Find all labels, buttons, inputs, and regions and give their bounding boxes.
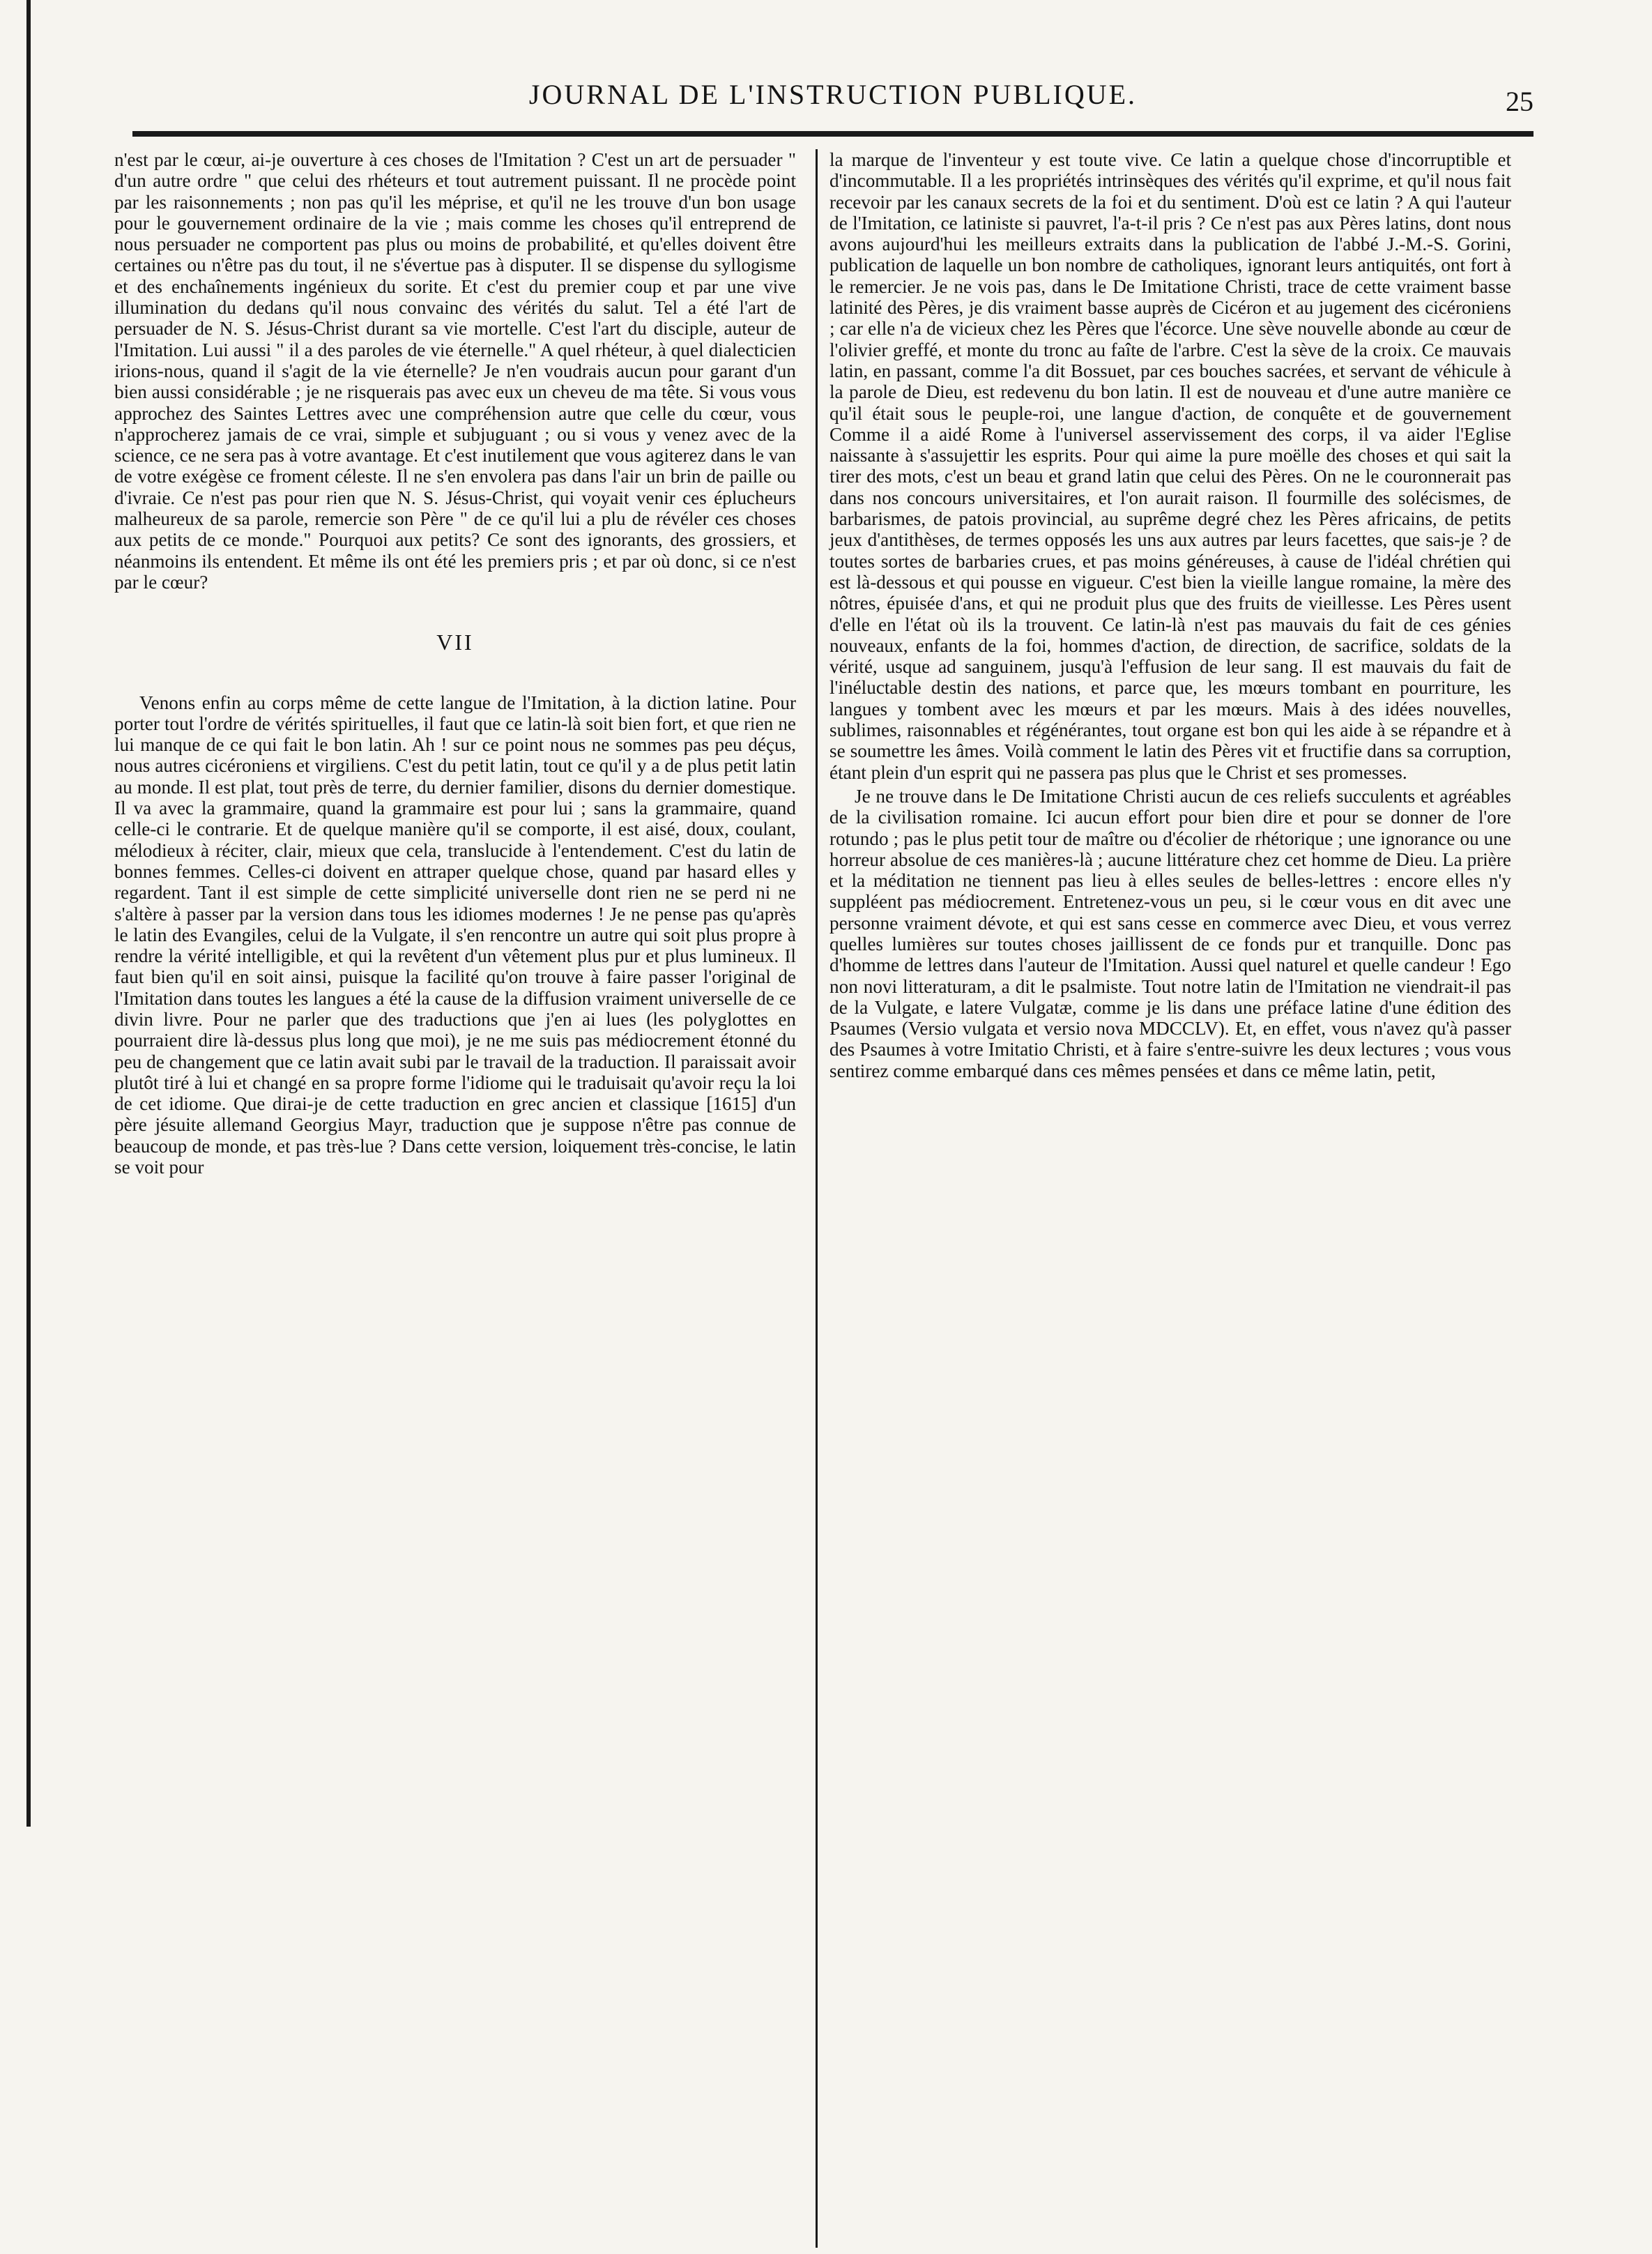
- right-column: [829, 149, 1511, 1084]
- column-divider: [816, 149, 818, 2248]
- journal-title: JOURNAL DE L'INSTRUCTION PUBLIQUE.: [528, 79, 1138, 110]
- binding-edge-rule: [26, 0, 31, 1827]
- header-rule: [132, 131, 1534, 137]
- right-paragraph-2: Je ne trouve dans le De Imitatione Christi aucun de ces reliefs succulents et agréables de la civilisation romaine. Ici aucun effort pour bien dire et pour se donner de l'ore rotundo ; pas le plus petit tour de maître ou d'écolier de rhétorique ; une ignorance ou une horreur absolue de ces manières-là ; aucune littérature chez cet homme de Dieu. La prière et la méditation ne tiennent pas lieu à elles seules de belles-lettres : encore elles n'y suppléent pas médiocrement. Entretenez-vous un peu, si le cœur vous en dit avec une personne vraiment dévote, et qui est sans cesse en commerce avec Dieu, et vous verrez quelles lumières sur toutes choses jaillissent de ce fonds pur et tranquille. Donc pas d'homme de lettres dans l'auteur de l'Imitation. Aussi quel naturel et quelle candeur ! Ego non novi litteraturam, a dit le psalmiste. Tout notre latin de l'Imitation ne viendrait-il pas de la Vulgate, e latere Vulgatæ, comme je lis dans une préface latine d'une édition des Psaumes (Versio vulgata et versio nova MDCCLV). Et, en effet, vous n'avez qu'à passer des Psaumes à votre Imitatio Christi, et à faire s'entre-suivre les deux lectures ; vous vous sentirez comme embarqué dans ces mêmes pensées et dans ce même latin, petit,: [829, 785, 1511, 1081]
- section-heading: VII: [436, 630, 474, 655]
- left-paragraph-2: Venons enfin au corps même de cette langue de l'Imitation, à la diction latine. Pour porter tout l'ordre de vérités spirituelles, il faut que ce latin-là soit bien fort, et que rien ne lui manque de ce qui fait le bon latin. Ah ! sur ce point nous ne sommes pas peu déçus, nous autres cicéroniens et virgiliens. C'est du petit latin, tout ce qu'il y a de plus petit latin au monde. Il est plat, tout près de terre, du dernier familier, disons du dernier domestique. Il va avec la grammaire, quand la grammaire est pour lui ; sans la grammaire, quand celle-ci le contrarie. Et de quelque manière qu'il se comporte, il est aisé, doux, coulant, mélodieux à réciter, clair, mieux que cela, translucide à l'entendement. C'est du latin de bonnes femmes. Celles-ci doivent en attraper quelque chose, quand par hasard elles y regardent. Tant il est simple de cette simplicité universelle dont rien ne se perd ni ne s'altère à passer par la version dans tous les idiomes modernes ! Je ne pense pas qu'après le latin des Evangiles, celui de la Vulgate, il s'en rencontre un autre qui soit plus propre à rendre la vérité intelligible, et qui la revêtent d'un vêtement plus pur et plus lumineux. Il faut bien qu'il en soit ainsi, puisque la facilité qu'on trouve à faire passer l'original de l'Imitation dans toutes les langues a été la cause de la diffusion vraiment universelle de ce divin livre. Pour ne parler que des traductions que j'en ai lues (les polyglottes en pourraient dire là-dessus plus long que moi), je ne me suis pas médiocrement étonné du peu de changement que ce latin avait subi par le travail de la traduction. Il paraissait avoir plutôt tiré à lui et changé en sa propre forme l'idiome qui le traduisait qu'avoir reçu la loi de cet idiome. Que dirai-je de cette traduction en grec ancien et classique [1615] d'un père jésuite allemand Georgius Mayr, traduction que je suppose n'être pas connue de beaucoup de monde, et pas très-lue ? Dans cette version, loiquement très-concise, le latin se voit pour: [114, 692, 796, 1178]
- left-column: [114, 149, 796, 1180]
- page-header: [132, 70, 1534, 125]
- left-paragraph-1: n'est par le cœur, ai-je ouverture à ces choses de l'Imitation ? C'est un art de persuader " d'un autre ordre " que celui des rhéteurs et tout autrement puissant. Il ne procède point par les raisonnements ; non pas qu'il les méprise, et qu'il ne les trouve d'un bon usage pour le gouvernement ordinaire de la vie ; mais comme les choses qu'il entreprend de nous persuader ne comportent pas plus ou moins de probabilité, et qu'elles doivent être certaines ou n'être pas du tout, il ne s'évertue pas à disputer. Il se dispense du syllogisme et des enchaînements ingénieux du sorite. Et c'est du premier coup et par une vive illumination du dedans qu'il nous convainc des vérités du salut. Tel a été l'art de persuader de N. S. Jésus-Christ durant sa vie mortelle. C'est l'art du disciple, auteur de l'Imitation. Lui aussi " il a des paroles de vie éternelle." A quel rhéteur, à quel dialecticien irions-nous, quand il s'agit de la vie éternelle? Je n'en voudrais aucun pour garant d'un bien aussi considérable ; je ne risquerais pas avec eux un cheveu de ma tête. Si vous vous approchez des Saintes Lettres avec une compréhension autre que celle du cœur, vous n'approcherez jamais de ce vrai, simple et subjuguant ; ou si vous y venez avec de la science, ce ne sera pas à votre avantage. Et c'est inutilement que vous agiterez dans le van de votre exégèse ce froment céleste. Il ne s'en envolera pas dans l'air un brin de paille ou d'ivraie. Ce n'est pas pour rien que N. S. Jésus-Christ, qui voyait venir ces éplucheurs malheureux de sa parole, remercie son Père " de ce qu'il lui a plu de révéler ces choses aux petits de ce monde." Pourquoi aux petits? Ce sont des ignorants, des grossiers, et néanmoins ils entendent. Et même ils ont été les premiers pris ; et par où donc, si ce n'est par le cœur?: [114, 149, 796, 593]
- right-paragraph-1: la marque de l'inventeur y est toute vive. Ce latin a quelque chose d'incorruptible et d'incommutable. Il a les propriétés intrinsèques des vérités qu'il exprime, et qu'il nous fait recevoir par les canaux secrets de la foi et du sentiment. D'où est ce latin ? A qui l'auteur de l'Imitation, ce latiniste si pauvret, l'a-t-il pris ? Ce n'est pas aux Pères latins, dont nous avons aujourd'hui les meilleurs extraits dans la publication de l'abbé J.-M.-S. Gorini, publication de laquelle un bon nombre de catholiques, ignorant leurs antiquités, ont fort à le remercier. Je ne vois pas, dans le De Imitatione Christi, trace de cette vraiment basse latinité des Pères, je dis vraiment basse auprès de Cicéron et au jugement des cicéroniens ; car elle n'a de vicieux chez les Pères que l'écorce. Une sève nouvelle abonde au cœur de l'olivier greffé, et monte du tronc au faîte de l'arbre. C'est la sève de la croix. Ce mauvais latin, en passant, comme l'a dit Bossuet, par ces bouches sacrées, et servant de véhicule à la parole de Dieu, est redevenu du bon latin. Il est de nouveau et d'une autre manière ce qu'il était sous le peuple-roi, une langue d'action, de conquête et de gouvernement Comme il a aidé Rome à l'universel asservissement des corps, il va aider l'Eglise naissante à s'assujettir les esprits. Pour qui aime la pure moëlle des choses et qui sait la tirer des mots, c'est un beau et grand latin que celui des Pères. On ne le couronnerait pas dans nos concours universitaires, et l'on aurait raison. Il fourmille des solécismes, de barbarismes, de patois provincial, au suprême degré chez les Pères africains, de petits jeux d'antithèses, de termes opposés les uns aux autres par leurs facettes, que sais-je ? de toutes sortes de barbaries crues, et pas moins généreuses, à cause de l'idéal chrétien qui est là-dessous et qui pousse en vigueur. C'est bien la vieille langue romaine, la mère des nôtres, épuisée d'ans, et qui ne produit plus que des fruits de vieillesse. Les Pères usent d'elle en l'état où ils la trouvent. Ce latin-là n'est pas mauvais du fait de ces génies nouveaux, enfants de la foi, hommes d'action, de direction, de sacrifice, soldats de la vérité, usque ad sanguinem, jusqu'à l'effusion de leur sang. Il est mauvais du fait de l'inéluctable destin des nations, et parce que, les mœurs tombant en pourriture, les langues y tombent avec les mœurs et par les mœurs. Mais à des idées nouvelles, sublimes, raisonnables et régénérantes, tout organe est bon qui les aide à se répandre et à se soumettre les âmes. Voilà comment le latin des Pères vit et fructifie dans sa corruption, étant plein d'un esprit qui ne passera pas plus que le Christ et ses promesses.: [829, 149, 1511, 783]
- page-number: 25: [1506, 86, 1534, 117]
